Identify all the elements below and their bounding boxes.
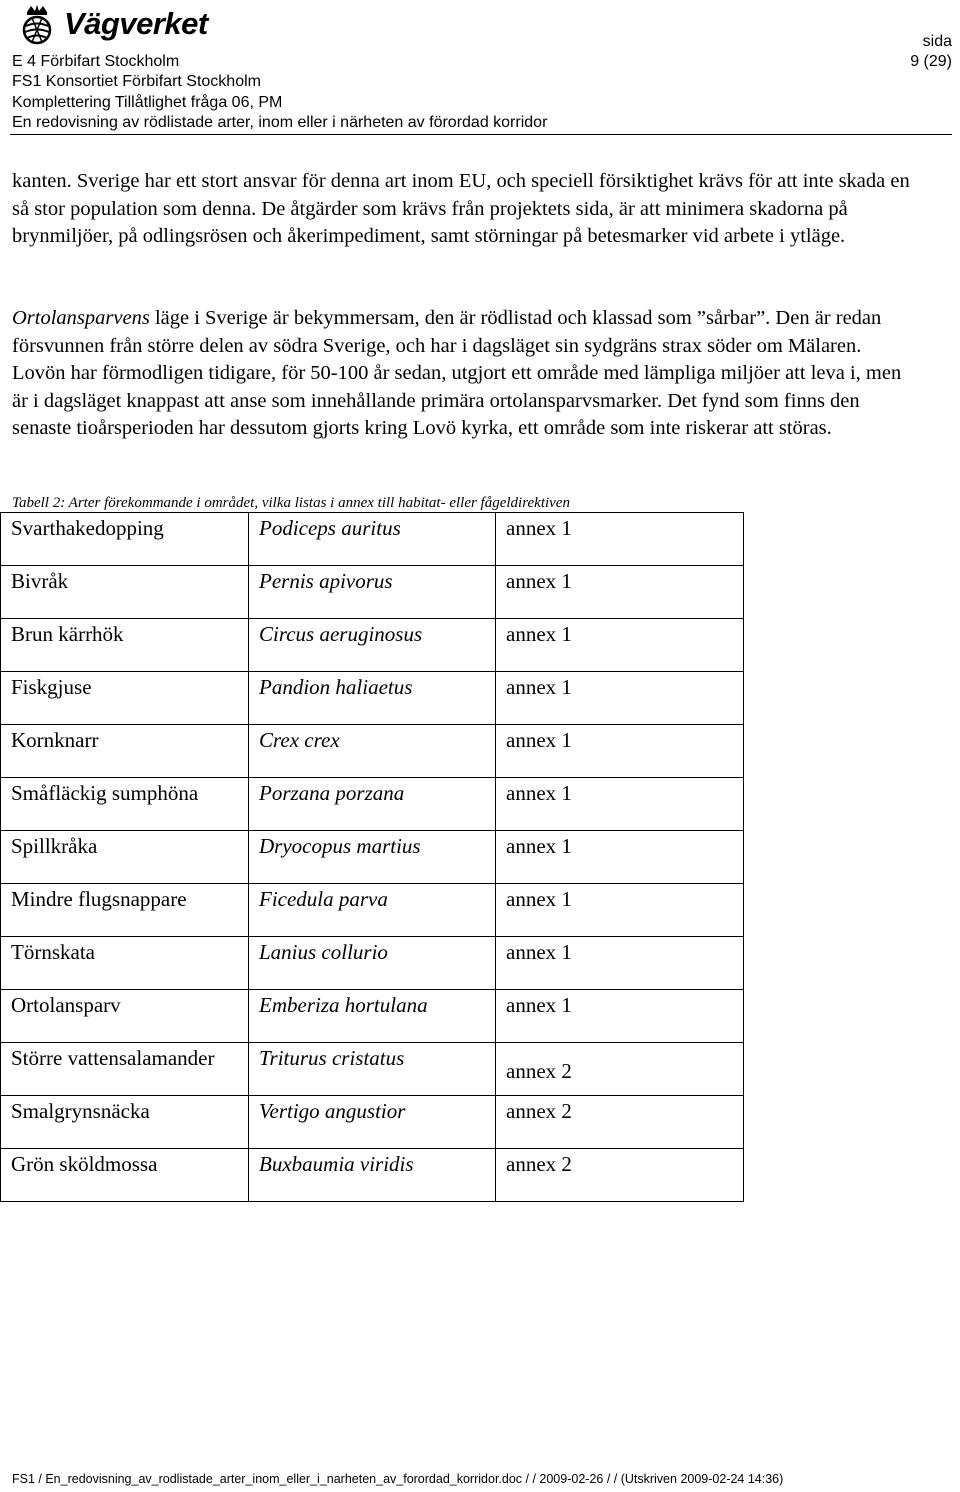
latin-name: Podiceps auritus bbox=[249, 513, 496, 566]
table-row bbox=[1, 725, 744, 778]
species-table bbox=[0, 512, 744, 1202]
table-row bbox=[1, 1043, 744, 1096]
swedish-name: Törnskata bbox=[1, 937, 249, 990]
latin-name: Circus aeruginosus bbox=[249, 619, 496, 672]
header-consortium: FS1 Konsortiet Förbifart Stockholm bbox=[12, 73, 261, 90]
latin-name: Crex crex bbox=[249, 725, 496, 778]
table-row bbox=[1, 778, 744, 831]
table-row bbox=[1, 831, 744, 884]
swedish-name: Bivråk bbox=[1, 566, 249, 619]
annex-value: annex 1 bbox=[496, 619, 744, 672]
page-number: 9 (29) bbox=[910, 53, 952, 70]
logo-wordmark: Vägverket bbox=[64, 6, 208, 41]
annex-value: annex 2 bbox=[496, 1043, 744, 1096]
paragraph-2 bbox=[12, 305, 912, 443]
table-row bbox=[1, 566, 744, 619]
annex-value: annex 1 bbox=[496, 672, 744, 725]
table-caption: Tabell 2: Arter förekommande i området, vilka listas i annex till habitat- eller fågeldirektiven bbox=[12, 495, 570, 511]
paragraph-1-text: kanten. Sverige har ett stort ansvar för denna art inom EU, och speciell försiktighet krävs för att inte skada en så stor population som denna. De åtgärder som krävs från projektets sida, är att minimera skadorna på brynmiljöer, på odlingsrösen och åkerimpediment, samt störningar på betesmarker vid arbete i ytläge. bbox=[12, 170, 910, 247]
latin-name: Pernis apivorus bbox=[249, 566, 496, 619]
swedish-name: Brun kärrhök bbox=[1, 619, 249, 672]
header-document-title: En redovisning av rödlistade arter, inom eller i närheten av förordad korridor bbox=[12, 114, 548, 131]
table-row bbox=[1, 1096, 744, 1149]
annex-value: annex 1 bbox=[496, 566, 744, 619]
latin-name: Pandion haliaetus bbox=[249, 672, 496, 725]
annex-value: annex 1 bbox=[496, 831, 744, 884]
latin-name: Buxbaumia viridis bbox=[249, 1149, 496, 1202]
species-table-body bbox=[1, 513, 744, 1202]
swedish-name: Grön sköldmossa bbox=[1, 1149, 249, 1202]
swedish-name: Kornknarr bbox=[1, 725, 249, 778]
latin-name: Triturus cristatus bbox=[249, 1043, 496, 1096]
header-divider bbox=[10, 134, 952, 135]
header-document-type: Komplettering Tillåtlighet fråga 06, PM bbox=[12, 94, 283, 111]
annex-value: annex 1 bbox=[496, 778, 744, 831]
table-row bbox=[1, 1149, 744, 1202]
latin-name: Emberiza hortulana bbox=[249, 990, 496, 1043]
table-row bbox=[1, 672, 744, 725]
page-footer: FS1 / En_redovisning_av_rodlistade_arter_inom_eller_i_narheten_av_forordad_korridor.doc / / 2009-02-26 / / (Utskriven 2009-02-24 14:36) bbox=[12, 1472, 784, 1486]
swedish-name: Fiskgjuse bbox=[1, 672, 249, 725]
paragraph-1 bbox=[12, 168, 912, 251]
annex-value: annex 2 bbox=[496, 1149, 744, 1202]
swedish-name: Smalgrynsnäcka bbox=[1, 1096, 249, 1149]
latin-name: Lanius collurio bbox=[249, 937, 496, 990]
annex-value: annex 1 bbox=[496, 884, 744, 937]
swedish-name: Småfläckig sumphöna bbox=[1, 778, 249, 831]
page-label: sida bbox=[922, 33, 952, 50]
annex-value: annex 2 bbox=[496, 1096, 744, 1149]
table-row bbox=[1, 937, 744, 990]
table-row bbox=[1, 619, 744, 672]
swedish-name: Större vattensalamander bbox=[1, 1043, 249, 1096]
table-row bbox=[1, 990, 744, 1043]
latin-name: Porzana porzana bbox=[249, 778, 496, 831]
table-row bbox=[1, 513, 744, 566]
latin-name: Vertigo angustior bbox=[249, 1096, 496, 1149]
paragraph-2-species: Ortolansparvens bbox=[12, 307, 150, 329]
vagverket-logo bbox=[14, 2, 224, 48]
crown-emblem-icon bbox=[14, 2, 60, 48]
latin-name: Dryocopus martius bbox=[249, 831, 496, 884]
table-row bbox=[1, 884, 744, 937]
swedish-name: Mindre flugsnappare bbox=[1, 884, 249, 937]
swedish-name: Spillkråka bbox=[1, 831, 249, 884]
annex-value: annex 1 bbox=[496, 725, 744, 778]
annex-value: annex 1 bbox=[496, 937, 744, 990]
paragraph-2-text: läge i Sverige är bekymmersam, den är rödlistad och klassad som ”sårbar”. Den är redan försvunnen från större delen av södra Sverige, och har i dagsläget sin sydgräns strax söder om Mälaren. Lovön har förmodligen tidigare, för 50-100 år sedan, utgjort ett område med lämpliga miljöer att leva i, men är i dagsläget knappast att anse som innehållande primära ortolansparvsmarker. Det fynd som finns den senaste tioårsperioden har dessutom gjorts kring Lovö kyrka, ett område som inte riskerar att störas. bbox=[12, 307, 902, 439]
swedish-name: Ortolansparv bbox=[1, 990, 249, 1043]
swedish-name: Svarthakedopping bbox=[1, 513, 249, 566]
latin-name: Ficedula parva bbox=[249, 884, 496, 937]
annex-value: annex 1 bbox=[496, 990, 744, 1043]
header-project: E 4 Förbifart Stockholm bbox=[12, 53, 180, 70]
annex-value: annex 1 bbox=[496, 513, 744, 566]
